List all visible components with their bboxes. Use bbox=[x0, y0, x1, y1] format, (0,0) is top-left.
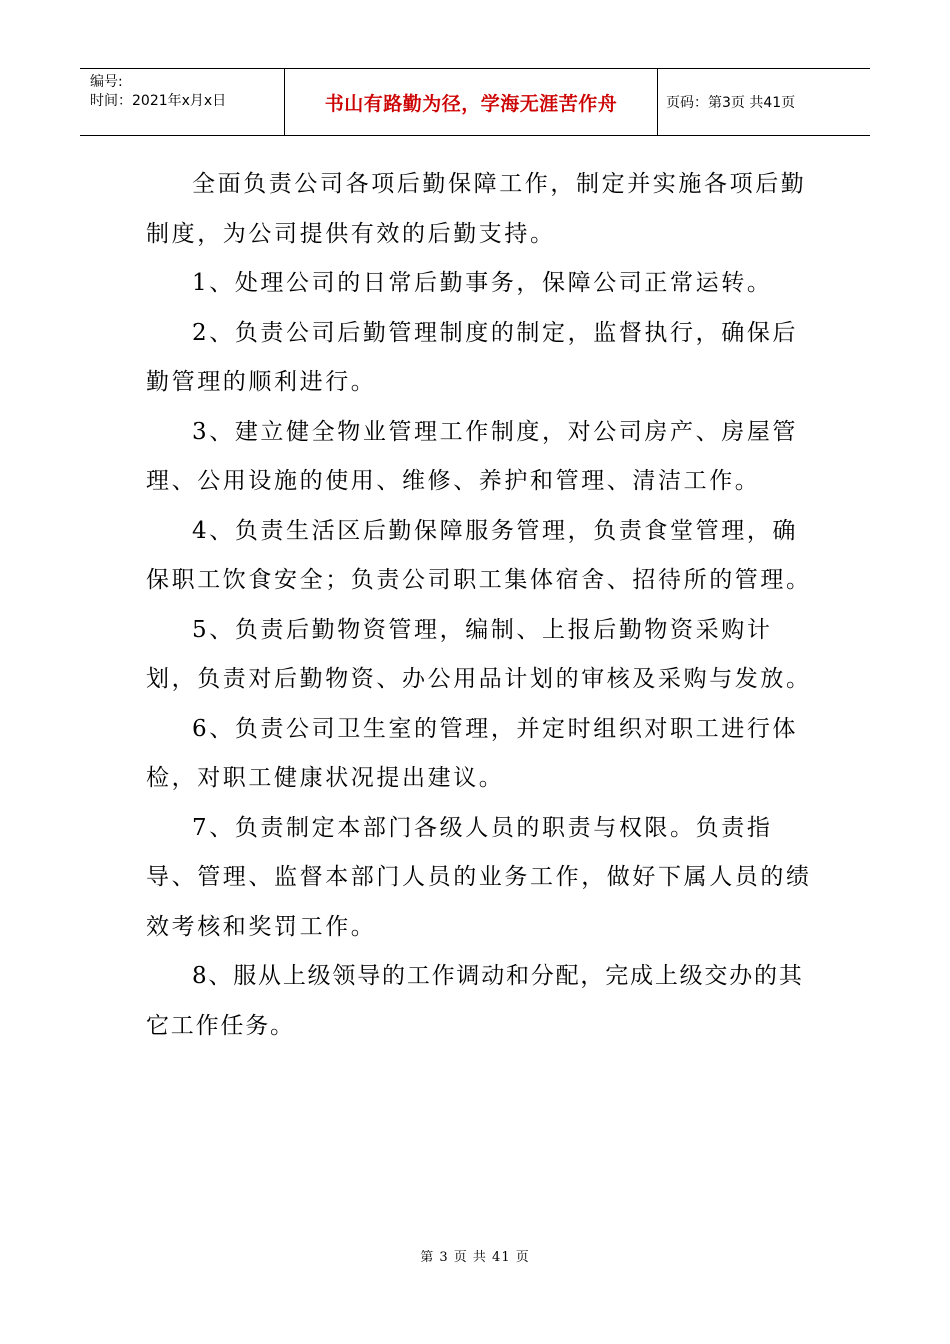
paragraph-intro: 全面负责公司各项后勤保障工作，制定并实施各项后勤制度，为公司提供有效的后勤支持。 bbox=[146, 171, 807, 247]
page-header bbox=[80, 68, 870, 136]
paragraph-item-6: 6、负责公司卫生室的管理，并定时组织对职工进行体检，对职工健康状况提出建议。 bbox=[146, 715, 799, 791]
document-number-label: 编号: bbox=[90, 74, 123, 90]
page-footer: 第 3 页 共 41 页 bbox=[420, 1250, 530, 1265]
paragraph-item-2: 2、负责公司后勤管理制度的制定，监督执行，确保后勤管理的顺利进行。 bbox=[146, 319, 799, 395]
document-body bbox=[146, 160, 816, 1051]
paragraph-item-8: 8、服从上级领导的工作调动和分配，完成上级交办的其它工作任务。 bbox=[146, 963, 804, 1039]
header-page-info: 页码：第3页 共41页 bbox=[666, 95, 796, 111]
header-left-cell bbox=[80, 69, 284, 135]
paragraph-item-4: 4、负责生活区后勤保障服务管理，负责食堂管理，确保职工饮食安全；负责公司职工集体宿舍、招待所的管理。 bbox=[146, 517, 812, 593]
paragraph-item-1: 1、处理公司的日常后勤事务，保障公司正常运转。 bbox=[192, 270, 773, 296]
paragraph-item-3: 3、建立健全物业管理工作制度，对公司房产、房屋管理、公用设施的使用、维修、养护和管理、清洁工作。 bbox=[146, 418, 799, 494]
paragraph-item-7: 7、负责制定本部门各级人员的职责与权限。负责指导、管理、监督本部门人员的业务工作，做好下属人员的绩效考核和奖罚工作。 bbox=[146, 814, 812, 940]
header-motto: 书山有路勤为径，学海无涯苦作舟 bbox=[284, 69, 658, 135]
document-time-label: 时间：2021年x月x日 bbox=[90, 93, 227, 109]
paragraph-item-5: 5、负责后勤物资管理，编制、上报后勤物资采购计划，负责对后勤物资、办公用品计划的审核及采购与发放。 bbox=[146, 616, 812, 692]
